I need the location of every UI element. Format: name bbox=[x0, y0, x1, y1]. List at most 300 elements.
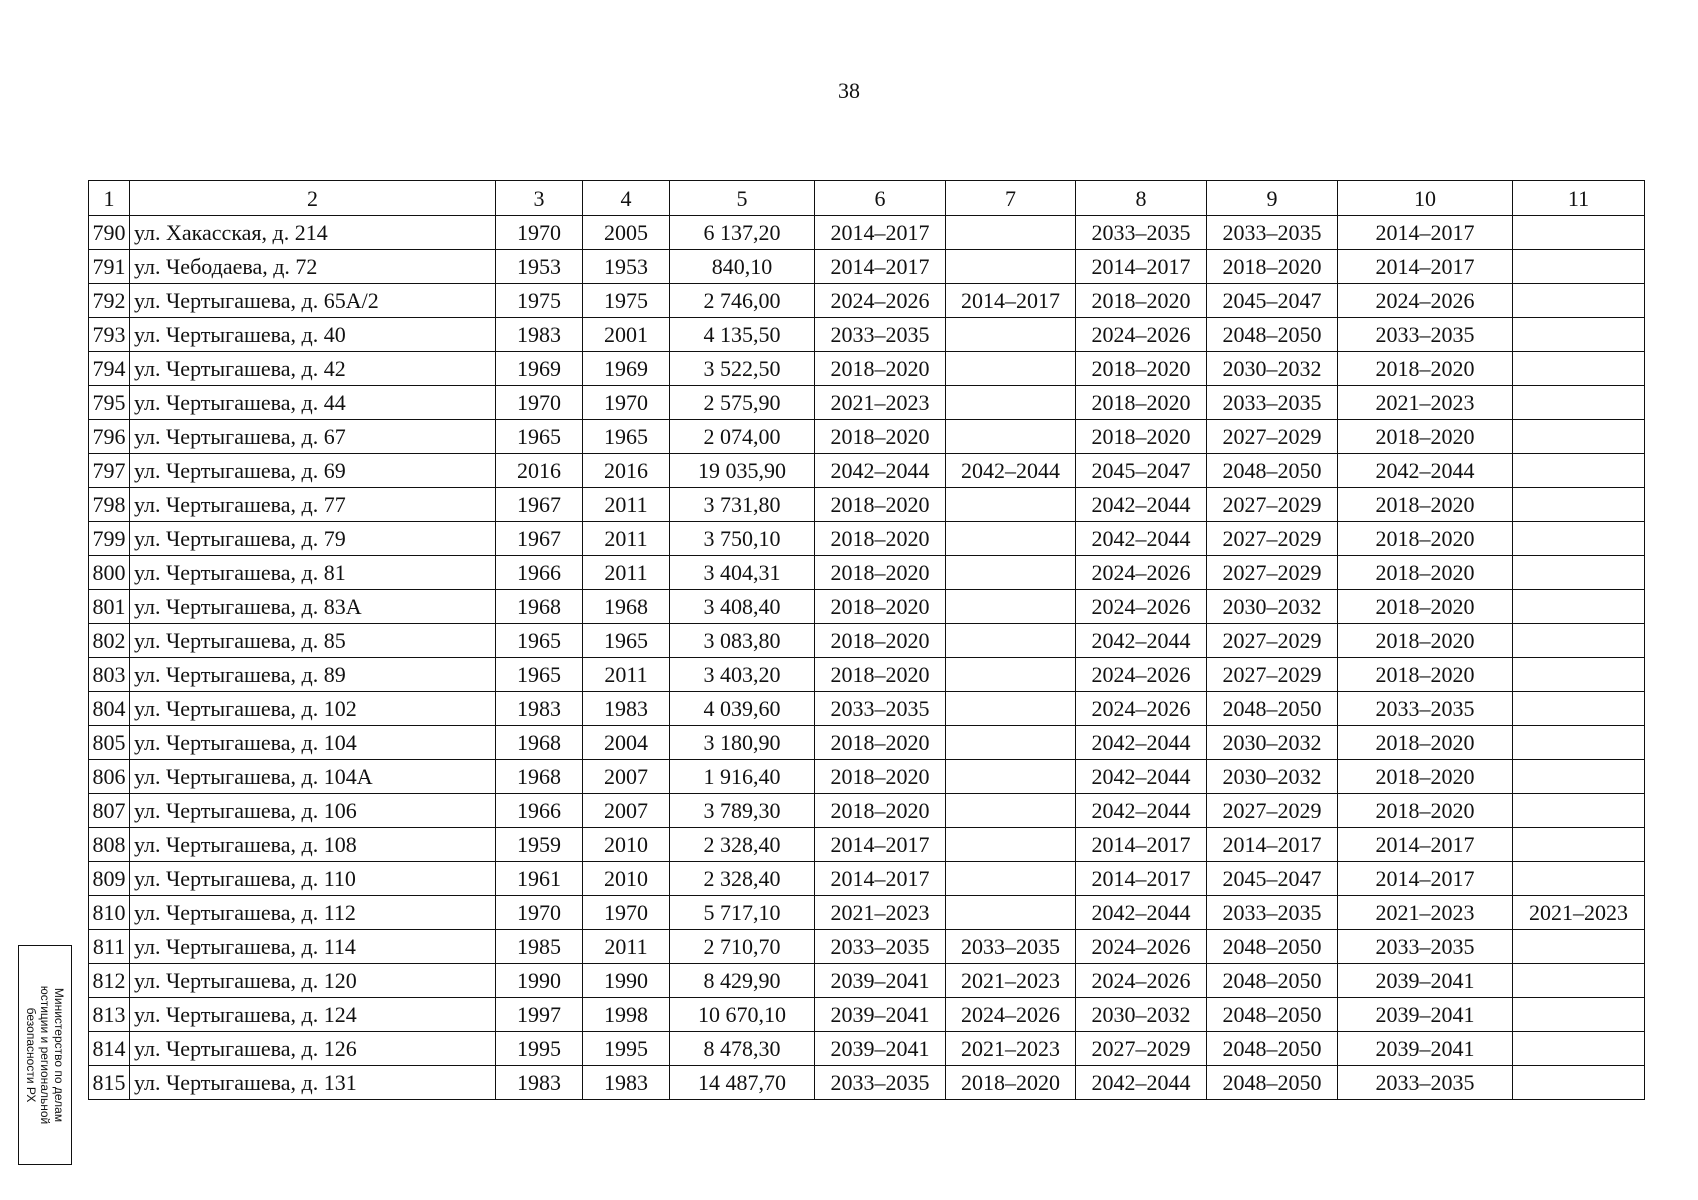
table-cell bbox=[1513, 726, 1645, 760]
table-row bbox=[89, 930, 1645, 964]
table-cell: 2042–2044 bbox=[1338, 454, 1513, 488]
table-cell: 2030–2032 bbox=[1207, 726, 1338, 760]
table-cell: 2018–2020 bbox=[1338, 522, 1513, 556]
table-cell: 2021–2023 bbox=[1338, 386, 1513, 420]
table-row bbox=[89, 1032, 1645, 1066]
table-row bbox=[89, 726, 1645, 760]
table-cell: 2027–2029 bbox=[1207, 522, 1338, 556]
table-cell: 2014–2017 bbox=[1207, 828, 1338, 862]
table-cell: 2018–2020 bbox=[1338, 760, 1513, 794]
table-cell bbox=[946, 828, 1076, 862]
table-cell: 2018–2020 bbox=[1338, 420, 1513, 454]
table-row bbox=[89, 896, 1645, 930]
table-cell: ул. Чертыгашева, д. 85 bbox=[130, 624, 496, 658]
table-cell: 1983 bbox=[496, 692, 583, 726]
table-cell: 2024–2026 bbox=[1076, 930, 1207, 964]
table-cell: 2018–2020 bbox=[1338, 624, 1513, 658]
table-cell bbox=[1513, 420, 1645, 454]
table-cell: 1983 bbox=[583, 1066, 670, 1100]
table-cell: 2042–2044 bbox=[1076, 624, 1207, 658]
table-cell: 2 575,90 bbox=[670, 386, 815, 420]
table-cell: 2039–2041 bbox=[1338, 1032, 1513, 1066]
table-cell: 1968 bbox=[496, 590, 583, 624]
table-cell: ул. Чертыгашева, д. 102 bbox=[130, 692, 496, 726]
table-row bbox=[89, 624, 1645, 658]
table-cell bbox=[1513, 216, 1645, 250]
table-cell: 2039–2041 bbox=[1338, 998, 1513, 1032]
table-row bbox=[89, 658, 1645, 692]
table-cell: 2014–2017 bbox=[1076, 828, 1207, 862]
table-cell: 1983 bbox=[496, 318, 583, 352]
table-cell: ул. Чертыгашева, д. 131 bbox=[130, 1066, 496, 1100]
table-cell bbox=[1513, 1032, 1645, 1066]
page-number: 38 bbox=[838, 78, 860, 103]
table-cell: 3 180,90 bbox=[670, 726, 815, 760]
table-header-row bbox=[89, 181, 1645, 216]
table-cell: 2021–2023 bbox=[1338, 896, 1513, 930]
table-cell: 794 bbox=[89, 352, 130, 386]
table-cell: 2 328,40 bbox=[670, 862, 815, 896]
table-cell: 2024–2026 bbox=[1076, 590, 1207, 624]
table-cell bbox=[946, 386, 1076, 420]
table-cell: ул. Чертыгашева, д. 104А bbox=[130, 760, 496, 794]
column-header: 3 bbox=[496, 181, 583, 216]
table-cell: 2045–2047 bbox=[1076, 454, 1207, 488]
table-row bbox=[89, 352, 1645, 386]
table-cell: 1985 bbox=[496, 930, 583, 964]
table-cell: 3 522,50 bbox=[670, 352, 815, 386]
table-cell bbox=[1513, 862, 1645, 896]
table-cell: 2039–2041 bbox=[815, 1032, 946, 1066]
table-cell: 2018–2020 bbox=[1076, 284, 1207, 318]
table-cell: 2027–2029 bbox=[1207, 658, 1338, 692]
table-cell bbox=[1513, 794, 1645, 828]
table-row bbox=[89, 964, 1645, 998]
table-row bbox=[89, 590, 1645, 624]
table-cell bbox=[946, 250, 1076, 284]
table-row bbox=[89, 522, 1645, 556]
table-cell: 2 328,40 bbox=[670, 828, 815, 862]
table-cell bbox=[946, 352, 1076, 386]
table-cell bbox=[946, 862, 1076, 896]
table-cell bbox=[1513, 624, 1645, 658]
table-row bbox=[89, 284, 1645, 318]
table-cell: 3 789,30 bbox=[670, 794, 815, 828]
table-cell: 811 bbox=[89, 930, 130, 964]
table-cell: 2042–2044 bbox=[1076, 760, 1207, 794]
table-cell: 2030–2032 bbox=[1076, 998, 1207, 1032]
table-cell bbox=[1513, 964, 1645, 998]
table-cell bbox=[946, 658, 1076, 692]
table-row bbox=[89, 386, 1645, 420]
table-cell: 2048–2050 bbox=[1207, 998, 1338, 1032]
table-cell: 1959 bbox=[496, 828, 583, 862]
table-cell: ул. Чертыгашева, д. 108 bbox=[130, 828, 496, 862]
table-row bbox=[89, 1066, 1645, 1100]
table-cell: 2014–2017 bbox=[946, 284, 1076, 318]
table-cell bbox=[946, 590, 1076, 624]
table-cell: ул. Чебодаева, д. 72 bbox=[130, 250, 496, 284]
table-cell: 2033–2035 bbox=[1338, 930, 1513, 964]
table-cell: 1983 bbox=[583, 692, 670, 726]
table-cell: 2048–2050 bbox=[1207, 692, 1338, 726]
table-cell: 1969 bbox=[583, 352, 670, 386]
column-header: 11 bbox=[1513, 181, 1645, 216]
table-cell bbox=[1513, 318, 1645, 352]
table-cell: 2010 bbox=[583, 862, 670, 896]
table-cell: 808 bbox=[89, 828, 130, 862]
table-cell: 2018–2020 bbox=[815, 760, 946, 794]
table-cell: 19 035,90 bbox=[670, 454, 815, 488]
table-cell: 1970 bbox=[496, 386, 583, 420]
table-cell: 2016 bbox=[583, 454, 670, 488]
table-cell bbox=[946, 216, 1076, 250]
stamp-line: Министерство по делам bbox=[52, 987, 66, 1123]
table-cell: 1995 bbox=[583, 1032, 670, 1066]
table-cell: 2027–2029 bbox=[1207, 556, 1338, 590]
table-cell bbox=[1513, 386, 1645, 420]
table-cell: 2048–2050 bbox=[1207, 1032, 1338, 1066]
table-cell bbox=[1513, 352, 1645, 386]
table-cell bbox=[1513, 930, 1645, 964]
table-cell: 2048–2050 bbox=[1207, 964, 1338, 998]
table-cell bbox=[1513, 828, 1645, 862]
table-cell: 2027–2029 bbox=[1207, 420, 1338, 454]
table-cell: 815 bbox=[89, 1066, 130, 1100]
table-cell: 2027–2029 bbox=[1076, 1032, 1207, 1066]
table-cell: 2014–2017 bbox=[815, 828, 946, 862]
table-cell: 806 bbox=[89, 760, 130, 794]
table-cell: 802 bbox=[89, 624, 130, 658]
table-cell bbox=[946, 896, 1076, 930]
table-cell: 801 bbox=[89, 590, 130, 624]
table-cell bbox=[946, 556, 1076, 590]
table-cell: 3 403,20 bbox=[670, 658, 815, 692]
table-cell: ул. Чертыгашева, д. 126 bbox=[130, 1032, 496, 1066]
table-row bbox=[89, 794, 1645, 828]
table-cell: 1966 bbox=[496, 556, 583, 590]
table-cell: ул. Чертыгашева, д. 106 bbox=[130, 794, 496, 828]
table-cell: 2042–2044 bbox=[1076, 1066, 1207, 1100]
table-cell: 1953 bbox=[583, 250, 670, 284]
table-cell: 813 bbox=[89, 998, 130, 1032]
table-cell: 2011 bbox=[583, 658, 670, 692]
table-cell bbox=[946, 624, 1076, 658]
table-cell bbox=[946, 522, 1076, 556]
table-cell bbox=[1513, 556, 1645, 590]
table-row bbox=[89, 862, 1645, 896]
table-row bbox=[89, 216, 1645, 250]
table-cell: 791 bbox=[89, 250, 130, 284]
table-cell bbox=[946, 794, 1076, 828]
table-cell: 2018–2020 bbox=[1338, 488, 1513, 522]
table-cell: 1 916,40 bbox=[670, 760, 815, 794]
table-cell: 2 746,00 bbox=[670, 284, 815, 318]
table-cell: 2014–2017 bbox=[1338, 250, 1513, 284]
table-cell: 1970 bbox=[496, 216, 583, 250]
table-cell: 2033–2035 bbox=[815, 318, 946, 352]
table-cell: 1997 bbox=[496, 998, 583, 1032]
table-cell: 1990 bbox=[496, 964, 583, 998]
table-cell: 2 074,00 bbox=[670, 420, 815, 454]
table-cell: 3 083,80 bbox=[670, 624, 815, 658]
table-cell: 2042–2044 bbox=[1076, 726, 1207, 760]
table-cell: 2 710,70 bbox=[670, 930, 815, 964]
table-cell: 800 bbox=[89, 556, 130, 590]
table-cell: 2048–2050 bbox=[1207, 1066, 1338, 1100]
table-cell: 2033–2035 bbox=[815, 692, 946, 726]
table-cell: 2033–2035 bbox=[1338, 1066, 1513, 1100]
table-cell bbox=[946, 692, 1076, 726]
table-cell: 798 bbox=[89, 488, 130, 522]
table-cell: 2001 bbox=[583, 318, 670, 352]
registration-stamp bbox=[18, 945, 72, 1165]
table-cell bbox=[1513, 1066, 1645, 1100]
table-cell: 1983 bbox=[496, 1066, 583, 1100]
table-cell: 1970 bbox=[583, 386, 670, 420]
table-cell: ул. Чертыгашева, д. 114 bbox=[130, 930, 496, 964]
table-cell: 2048–2050 bbox=[1207, 318, 1338, 352]
table-cell: 2007 bbox=[583, 794, 670, 828]
table-cell: 2018–2020 bbox=[1076, 386, 1207, 420]
table-row bbox=[89, 692, 1645, 726]
table-cell: 1965 bbox=[496, 658, 583, 692]
table-cell: 2027–2029 bbox=[1207, 488, 1338, 522]
table-cell: 4 135,50 bbox=[670, 318, 815, 352]
table-cell: 2033–2035 bbox=[1076, 216, 1207, 250]
table-cell: 2024–2026 bbox=[1076, 318, 1207, 352]
table-cell: 2018–2020 bbox=[815, 658, 946, 692]
table-row bbox=[89, 318, 1645, 352]
table-cell bbox=[946, 420, 1076, 454]
table-cell: 1998 bbox=[583, 998, 670, 1032]
table-row bbox=[89, 998, 1645, 1032]
table-cell: 2018–2020 bbox=[815, 420, 946, 454]
column-header: 10 bbox=[1338, 181, 1513, 216]
table-cell: ул. Чертыгашева, д. 110 bbox=[130, 862, 496, 896]
table-cell: 2018–2020 bbox=[1338, 590, 1513, 624]
table-cell: 2021–2023 bbox=[946, 964, 1076, 998]
table-cell: 1965 bbox=[583, 420, 670, 454]
table-cell bbox=[1513, 692, 1645, 726]
table-cell: 2018–2020 bbox=[1076, 420, 1207, 454]
table-cell: 1968 bbox=[496, 726, 583, 760]
table-cell: 2045–2047 bbox=[1207, 862, 1338, 896]
table-cell: 2018–2020 bbox=[1207, 250, 1338, 284]
stamp-line: юстиции и региональной bbox=[38, 985, 52, 1125]
table-cell: 2014–2017 bbox=[1338, 828, 1513, 862]
stamp-text bbox=[24, 950, 66, 1160]
table-cell: 2042–2044 bbox=[1076, 794, 1207, 828]
table-cell: 2014–2017 bbox=[815, 216, 946, 250]
table-cell: 805 bbox=[89, 726, 130, 760]
table-cell: ул. Чертыгашева, д. 104 bbox=[130, 726, 496, 760]
table-cell: 2042–2044 bbox=[1076, 522, 1207, 556]
table-cell: 1965 bbox=[496, 624, 583, 658]
table-cell: 8 478,30 bbox=[670, 1032, 815, 1066]
column-header: 5 bbox=[670, 181, 815, 216]
table-cell: 810 bbox=[89, 896, 130, 930]
column-header: 1 bbox=[89, 181, 130, 216]
column-header: 7 bbox=[946, 181, 1076, 216]
column-header: 8 bbox=[1076, 181, 1207, 216]
table-cell: 1995 bbox=[496, 1032, 583, 1066]
table-cell: 2018–2020 bbox=[1338, 556, 1513, 590]
table-cell: 2011 bbox=[583, 488, 670, 522]
table-cell: 2011 bbox=[583, 522, 670, 556]
table-cell bbox=[1513, 590, 1645, 624]
table-cell: 2042–2044 bbox=[815, 454, 946, 488]
table-cell: 1990 bbox=[583, 964, 670, 998]
table-cell: 2027–2029 bbox=[1207, 794, 1338, 828]
table-cell: 2018–2020 bbox=[815, 556, 946, 590]
table-row bbox=[89, 760, 1645, 794]
table-cell: 792 bbox=[89, 284, 130, 318]
table-cell: 1965 bbox=[496, 420, 583, 454]
table-cell: 2024–2026 bbox=[1076, 692, 1207, 726]
table-cell: 2014–2017 bbox=[1338, 862, 1513, 896]
table-cell: ул. Чертыгашева, д. 44 bbox=[130, 386, 496, 420]
table-cell bbox=[946, 726, 1076, 760]
table-cell: 793 bbox=[89, 318, 130, 352]
table-cell: ул. Чертыгашева, д. 124 bbox=[130, 998, 496, 1032]
table-cell: 2024–2026 bbox=[1338, 284, 1513, 318]
table-cell: 2004 bbox=[583, 726, 670, 760]
table-cell bbox=[1513, 488, 1645, 522]
table-row bbox=[89, 250, 1645, 284]
table-cell: 2033–2035 bbox=[1207, 216, 1338, 250]
table-cell: 2018–2020 bbox=[815, 794, 946, 828]
table-cell: 2018–2020 bbox=[946, 1066, 1076, 1100]
table-cell: 1965 bbox=[583, 624, 670, 658]
table-cell: ул. Чертыгашева, д. 120 bbox=[130, 964, 496, 998]
table-cell bbox=[1513, 760, 1645, 794]
table-cell: 2033–2035 bbox=[815, 1066, 946, 1100]
table-cell: 2018–2020 bbox=[1338, 726, 1513, 760]
table-cell: 2042–2044 bbox=[1076, 488, 1207, 522]
table-cell: 840,10 bbox=[670, 250, 815, 284]
table-cell bbox=[946, 760, 1076, 794]
table-cell: ул. Чертыгашева, д. 89 bbox=[130, 658, 496, 692]
table-cell: 2018–2020 bbox=[1076, 352, 1207, 386]
table-cell: ул. Чертыгашева, д. 40 bbox=[130, 318, 496, 352]
table-cell: 2011 bbox=[583, 556, 670, 590]
table-cell: 2011 bbox=[583, 930, 670, 964]
table-cell: 2018–2020 bbox=[815, 488, 946, 522]
table-cell: 10 670,10 bbox=[670, 998, 815, 1032]
table-cell: 5 717,10 bbox=[670, 896, 815, 930]
table-cell: 2014–2017 bbox=[815, 250, 946, 284]
table-cell: 2018–2020 bbox=[815, 624, 946, 658]
table-cell: 814 bbox=[89, 1032, 130, 1066]
table-cell: 2018–2020 bbox=[815, 590, 946, 624]
table-cell: 3 404,31 bbox=[670, 556, 815, 590]
table-cell: 804 bbox=[89, 692, 130, 726]
table-cell: 2039–2041 bbox=[815, 998, 946, 1032]
table-cell: 2018–2020 bbox=[815, 522, 946, 556]
table-cell: 2018–2020 bbox=[815, 352, 946, 386]
table-cell: 2018–2020 bbox=[1338, 658, 1513, 692]
table-cell: 796 bbox=[89, 420, 130, 454]
table-cell: 2014–2017 bbox=[1338, 216, 1513, 250]
table-cell: 2048–2050 bbox=[1207, 454, 1338, 488]
table-cell bbox=[1513, 998, 1645, 1032]
column-header: 9 bbox=[1207, 181, 1338, 216]
table-cell: 2030–2032 bbox=[1207, 590, 1338, 624]
table-cell: 1975 bbox=[496, 284, 583, 318]
table-cell: 4 039,60 bbox=[670, 692, 815, 726]
table-cell: 2014–2017 bbox=[815, 862, 946, 896]
table-cell: 2033–2035 bbox=[1338, 318, 1513, 352]
table-cell: 3 731,80 bbox=[670, 488, 815, 522]
table-cell: 1966 bbox=[496, 794, 583, 828]
table-cell: 2033–2035 bbox=[946, 930, 1076, 964]
table-cell: 2021–2023 bbox=[815, 896, 946, 930]
table-cell bbox=[1513, 250, 1645, 284]
table-cell: 2021–2023 bbox=[946, 1032, 1076, 1066]
table-cell: ул. Чертыгашева, д. 83А bbox=[130, 590, 496, 624]
table-cell: 797 bbox=[89, 454, 130, 488]
table-cell: 2027–2029 bbox=[1207, 624, 1338, 658]
table-cell: 2024–2026 bbox=[1076, 964, 1207, 998]
table-cell: 2021–2023 bbox=[1513, 896, 1645, 930]
table-cell: 2014–2017 bbox=[1076, 250, 1207, 284]
table-cell: 2042–2044 bbox=[946, 454, 1076, 488]
table-cell bbox=[1513, 284, 1645, 318]
table-cell: 2024–2026 bbox=[946, 998, 1076, 1032]
table-cell: 812 bbox=[89, 964, 130, 998]
table-cell: 1970 bbox=[583, 896, 670, 930]
table-cell: 1969 bbox=[496, 352, 583, 386]
table-cell: 2016 bbox=[496, 454, 583, 488]
table-row bbox=[89, 556, 1645, 590]
column-header: 2 bbox=[130, 181, 496, 216]
table-cell: 2014–2017 bbox=[1076, 862, 1207, 896]
table-cell: 8 429,90 bbox=[670, 964, 815, 998]
column-header: 6 bbox=[815, 181, 946, 216]
table-row bbox=[89, 420, 1645, 454]
table-cell: ул. Чертыгашева, д. 42 bbox=[130, 352, 496, 386]
table-cell: 1967 bbox=[496, 488, 583, 522]
table-cell: 799 bbox=[89, 522, 130, 556]
table-cell: 1968 bbox=[583, 590, 670, 624]
table-cell: 2018–2020 bbox=[1338, 352, 1513, 386]
table-cell bbox=[946, 488, 1076, 522]
table-cell: 1975 bbox=[583, 284, 670, 318]
registry-table bbox=[88, 180, 1645, 1100]
table-body bbox=[89, 181, 1645, 1100]
table-cell: 2033–2035 bbox=[1207, 386, 1338, 420]
table-cell: ул. Чертыгашева, д. 112 bbox=[130, 896, 496, 930]
table-cell: 2021–2023 bbox=[815, 386, 946, 420]
table-cell: 1953 bbox=[496, 250, 583, 284]
table-cell: 2018–2020 bbox=[815, 726, 946, 760]
table-cell: 3 750,10 bbox=[670, 522, 815, 556]
table-cell: 790 bbox=[89, 216, 130, 250]
table-cell: 1970 bbox=[496, 896, 583, 930]
table-cell: 14 487,70 bbox=[670, 1066, 815, 1100]
table-cell: ул. Чертыгашева, д. 69 bbox=[130, 454, 496, 488]
table-cell: 2033–2035 bbox=[815, 930, 946, 964]
table-cell: 2030–2032 bbox=[1207, 352, 1338, 386]
stamp-line: безопасности РХ bbox=[24, 1007, 38, 1103]
table-row bbox=[89, 488, 1645, 522]
table-cell bbox=[1513, 522, 1645, 556]
table-cell: 807 bbox=[89, 794, 130, 828]
table-cell: 1967 bbox=[496, 522, 583, 556]
table-cell: ул. Чертыгашева, д. 67 bbox=[130, 420, 496, 454]
table-cell: ул. Хакасская, д. 214 bbox=[130, 216, 496, 250]
